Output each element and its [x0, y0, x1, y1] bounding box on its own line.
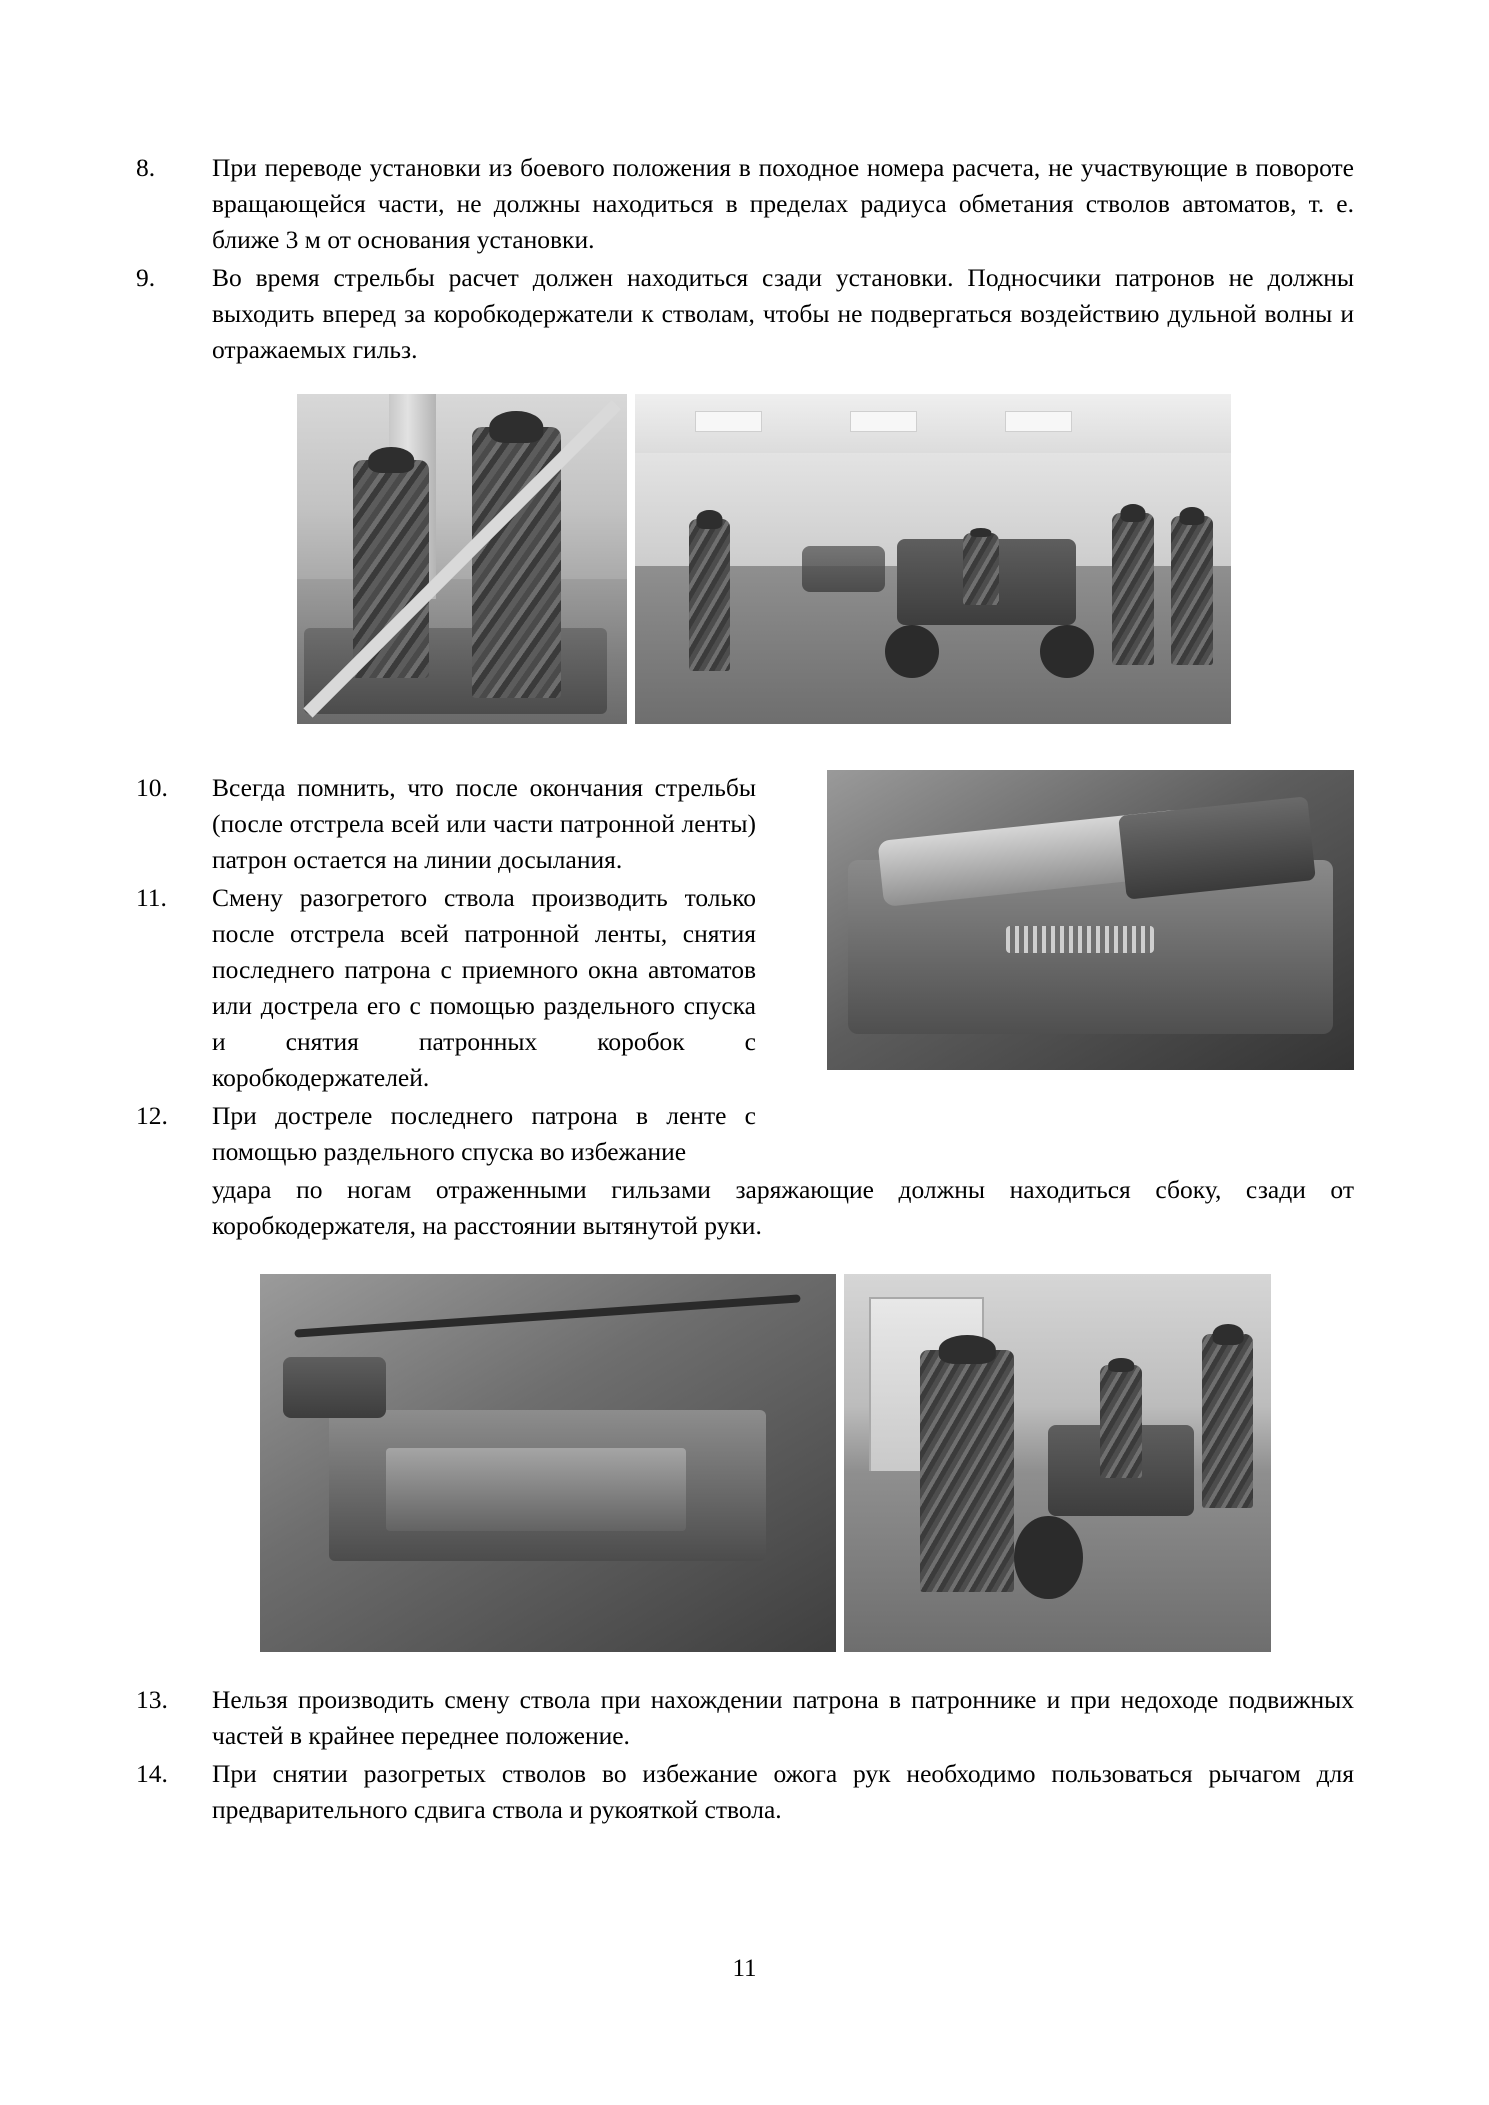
list-item-text-continuation: удара по ногам отраженными гильзами заряжающие должны находиться сбоку, сзади от коробкодержателя, на расстоянии вытянутой руки.: [212, 1175, 1354, 1240]
photo-soldier: [1112, 513, 1154, 665]
list-item-text: Нельзя производить смену ствола при нахождении патрона в патроннике и при недоходе подвижных частей в крайнее переднее положение.: [212, 1685, 1354, 1750]
ceiling-light: [695, 411, 763, 433]
photo-background-wall: [297, 394, 627, 585]
list-item: [136, 1682, 1354, 1754]
list-item: [136, 880, 756, 1096]
helmet-shape: [1180, 507, 1205, 525]
list-item-number: 9.: [136, 263, 156, 292]
photo-soldier: [353, 460, 429, 678]
list-item-text: При достреле последнего патрона в ленте с помощью раздельного спуска во избежание: [212, 1101, 756, 1166]
photo-soldier-loader: [920, 1350, 1014, 1592]
ceiling-light: [850, 411, 918, 433]
helmet-shape: [970, 528, 991, 537]
photo-soldier: [1202, 1334, 1253, 1508]
list-item-text: Всегда помнить, что после окончания стрельбы (после отстрела всей или части патронной ленты) патрон остается на линии досылания.: [212, 773, 756, 874]
photo-soldier: [1100, 1365, 1143, 1478]
helmet-shape: [697, 510, 722, 528]
list-item-text: Смену разогретого ствола производить только после отстрела всей патронной ленты, снятия последнего патрона с приемного окна автоматов или дострела его с помощью раздельного спуска и снятия патронных коробок с коробкодержателей.: [212, 883, 756, 1092]
figure-row-top: [174, 394, 1354, 724]
page-content: [136, 150, 1354, 1830]
photo-gun-mount-secondary: [802, 546, 885, 592]
list-item: [136, 260, 1354, 368]
list-item-number: 11.: [136, 883, 167, 912]
list-item-text: Во время стрельбы расчет должен находиться сзади установки. Подносчики патронов не должны выходить вперед за коробкодержатели к стволам, чтобы не подвергаться воздействию дульной волны и отражаемых гильз.: [212, 263, 1354, 364]
photo-wheel: [1040, 625, 1094, 678]
photo-cable: [294, 1294, 800, 1337]
photo-wheel: [885, 625, 939, 678]
mid-section: [136, 770, 1354, 1244]
helmet-shape: [1212, 1324, 1243, 1345]
list-item: [136, 1756, 1354, 1828]
page-number: 11: [732, 1955, 757, 1982]
list-item-number: 13.: [136, 1685, 168, 1714]
helmet-shape: [368, 447, 414, 473]
list-item-number: 12.: [136, 1101, 168, 1130]
ceiling-light: [1005, 411, 1073, 433]
figure-breech-cartridge: [827, 770, 1354, 1070]
photo-gun-mount: [304, 628, 608, 714]
list-item-number: 10.: [136, 773, 168, 802]
list-item-number: 14.: [136, 1759, 168, 1788]
helmet-shape: [1120, 504, 1145, 522]
list-item-text: При переводе установки из боевого положения в походное номера расчета, не участвующие в повороте вращающейся части, не должны находиться в пределах радиуса обметания стволов автоматов, т. е. ближе 3 м от основания установки.: [212, 153, 1354, 254]
figure-row-bottom: [176, 1274, 1354, 1652]
list-item-number: 8.: [136, 153, 156, 182]
photo-bolt-handle: [283, 1357, 387, 1417]
figure-crew-behind-mount: [635, 394, 1231, 724]
photo-soldier: [963, 533, 999, 606]
photo-wheel: [1014, 1516, 1082, 1599]
figure-receiver-closeup: [260, 1274, 836, 1652]
list-item-text: При снятии разогретых стволов во избежание ожога рук необходимо пользоваться рычагом для предварительного сдвига ствола и рукояткой ствола.: [212, 1759, 1354, 1824]
list-item: [136, 1098, 756, 1170]
list-item: [136, 770, 756, 878]
photo-soldier: [1171, 516, 1213, 665]
helmet-shape: [939, 1335, 995, 1364]
helmet-shape: [490, 411, 543, 443]
photo-receiver-inner: [386, 1448, 686, 1531]
mid-text-column: [136, 770, 756, 1170]
list-item: [136, 150, 1354, 258]
photo-soldier: [472, 427, 561, 698]
photo-spring: [1006, 926, 1154, 953]
helmet-shape: [1108, 1358, 1134, 1372]
figure-crossed-out-crew: [297, 394, 627, 724]
photo-soldier: [689, 519, 731, 671]
figure-loader-at-mount: [844, 1274, 1271, 1652]
footer-list: [136, 1682, 1354, 1828]
